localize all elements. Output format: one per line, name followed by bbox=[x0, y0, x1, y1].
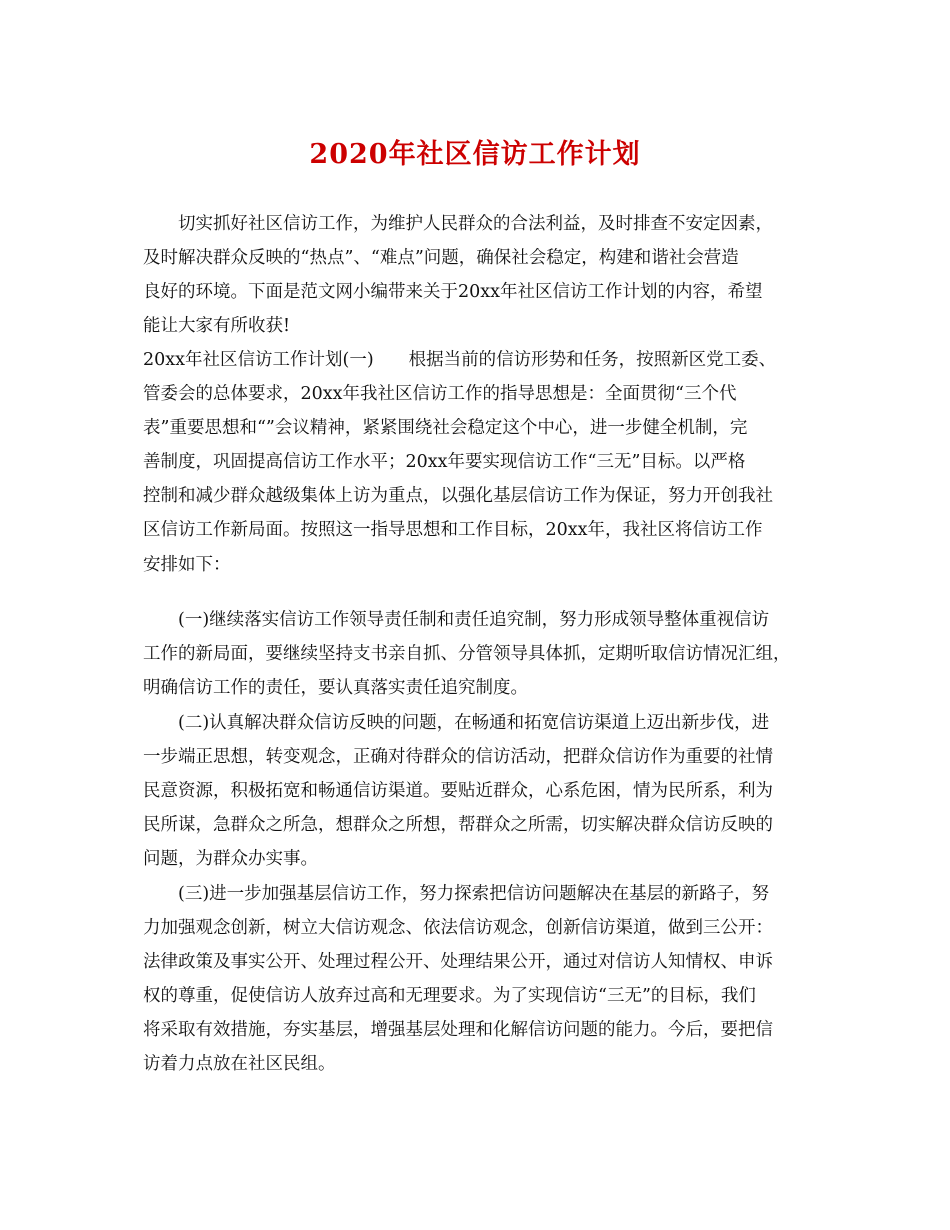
text-line: (一)继续落实信访工作领导责任制和责任追究制，努力形成领导整体重视信访 bbox=[143, 610, 770, 630]
text-line: 将采取有效措施，夯实基层，增强基层处理和化解信访问题的能力。今后，要把信 bbox=[143, 1020, 773, 1040]
text-line: 访着力点放在社区民组。 bbox=[143, 1054, 336, 1074]
text-line: 法律政策及事实公开、处理过程公开、处理结果公开，通过对信访人知情权、申诉 bbox=[143, 952, 773, 972]
text-line: 区信访工作新局面。按照这一指导思想和工作目标，20xx年，我社区将信访工作 bbox=[143, 520, 763, 540]
text-line: 民所谋，急群众之所急，想群众之所想，帮群众之所需，切实解决群众信访反映的 bbox=[143, 815, 773, 835]
text-line: (二)认真解决群众信访反映的问题，在畅通和拓宽信访渠道上迈出新步伐，进 bbox=[143, 713, 770, 733]
document-title: 2020年社区信访工作计划 bbox=[309, 139, 641, 170]
text-line: 一步端正思想，转变观念，正确对待群众的信访活动，把群众信访作为重要的社情 bbox=[143, 747, 773, 767]
text-line: 控制和减少群众越级集体上访为重点，以强化基层信访工作为保证，努力开创我社 bbox=[143, 486, 773, 506]
text-line: 及时解决群众反映的“热点”、“难点”问题，确保社会稳定，构建和谐社会营造 bbox=[143, 248, 739, 268]
text-line: 切实抓好社区信访工作，为维护人民群众的合法利益，及时排查不安定因素， bbox=[143, 214, 773, 234]
text-line: (三)进一步加强基层信访工作，努力探索把信访问题解决在基层的新路子，努 bbox=[143, 884, 770, 904]
text-line: 问题，为群众办实事。 bbox=[143, 849, 318, 869]
text-line: 工作的新局面，要继续坚持支书亲自抓、分管领导具体抓，定期听取信访情况汇组， bbox=[143, 644, 791, 664]
text-line: 民意资源，积极拓宽和畅通信访渠道。要贴近群众，心系危困，情为民所系，利为 bbox=[143, 781, 773, 801]
text-line: 权的尊重，促使信访人放弃过高和无理要求。为了实现信访“三无”的目标，我们 bbox=[143, 986, 756, 1006]
text-line: 能让大家有所收获! bbox=[143, 316, 291, 336]
text-line: 善制度，巩固提高信访工作水平；20xx年要实现信访工作“三无”目标。以严格 bbox=[143, 452, 746, 472]
text-line: 明确信访工作的责任，要认真落实责任追究制度。 bbox=[143, 678, 528, 698]
text-line: 安排如下： bbox=[143, 555, 231, 575]
text-line: 表”重要思想和“”会议精神，紧紧围绕社会稳定这个中心，进一步健全机制，完 bbox=[143, 418, 748, 438]
text-line: 20xx年社区信访工作计划(一) 根据当前的信访形势和任务，按照新区党工委、 bbox=[143, 350, 777, 370]
text-line: 良好的环境。下面是范文网小编带来关于20xx年社区信访工作计划的内容，希望 bbox=[143, 282, 763, 302]
text-line: 管委会的总体要求，20xx年我社区信访工作的指导思想是：全面贯彻“三个代 bbox=[143, 384, 737, 404]
text-line: 力加强观念创新，树立大信访观念、依法信访观念，创新信访渠道，做到三公开： bbox=[143, 918, 773, 938]
